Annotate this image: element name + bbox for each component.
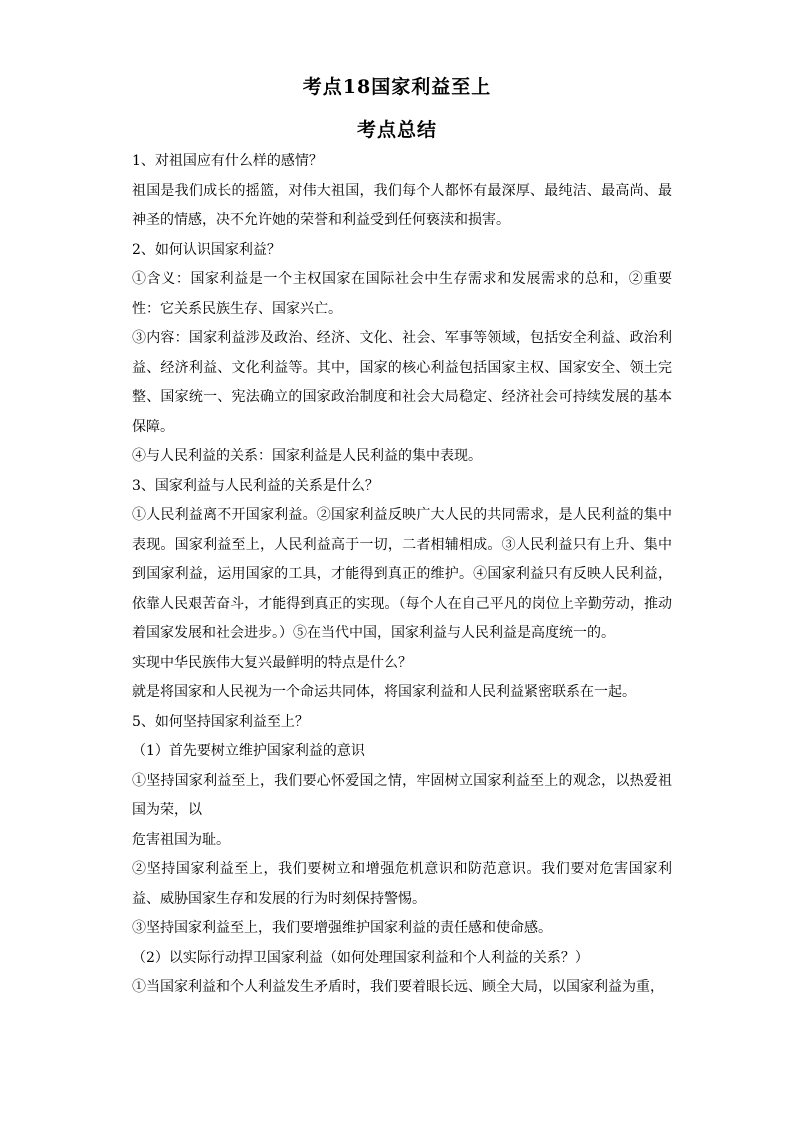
answer-paragraph: ③内容：国家利益涉及政治、经济、文化、社会、军事等领域，包括安全利益、政治利益、经济利益、文化利益等。其中，国家的核心利益包括国家主权、国家安全、领土完整、国家统一、宪法确立的国家政治制度和社会大局稳定、经济社会可持续发展的基本保障。 [132,330,672,435]
answer-paragraph: 祖国是我们成长的摇篮，对伟大祖国，我们每个人都怀有最深厚、最纯洁、最高尚、最神圣的情感，决不允许她的荣誉和利益受到任何亵渎和损害。 [132,182,672,228]
question-2: 2、如何认识国家利益？ [132,241,281,258]
document-subtitle: 考点总结 [356,119,437,141]
answer-paragraph: ①含义：国家利益是一个主权国家在国际社会中生存需求和发展需求的总和，②重要性：它关系民族生存、国家兴亡。 [132,271,672,317]
answer-paragraph: ①当国家利益和个人利益发生矛盾时，我们要着眼长远、顾全大局，以国家利益为重， [132,979,664,995]
document-title: 考点18国家利益至上 [302,76,492,98]
question-5: 5、如何坚持国家利益至上？ [132,713,309,730]
answer-paragraph: ①坚持国家利益至上，我们要心怀爱国之情，牢固树立国家利益至上的观念，以热爱祖国为荣，以 [132,772,672,818]
answer-paragraph: ①人民利益离不开国家利益。②国家利益反映广大人民的共同需求，是人民利益的集中表现。国家利益至上，人民利益高于一切，二者相辅相成。③人民利益只有上升、集中到国家利益，运用国家的工具，才能得到真正的维护。④国家利益只有反映人民利益，依靠人民艰苦奋斗，才能得到真正的实现。（每个人在自己平凡的岗位上辛勤劳动，推动着国家发展和社会进步。）⑤在当代中国，国家利益与人民利益是高度统一的。 [132,507,672,641]
answer-paragraph: 就是将国家和人民视为一个命运共同体，将国家利益和人民利益紧密联系在一起。 [132,684,636,700]
document-body [132,147,672,1003]
question-3: 3、国家利益与人民利益的关系是什么？ [132,477,379,494]
sub-heading: （1）首先要树立维护国家利益的意识 [132,743,365,759]
sub-heading: （2）以实际行动捍卫国家利益（如何处理国家利益和个人利益的关系？） [132,949,589,966]
question-1: 1、对祖国应有什么样的感情？ [132,153,323,169]
answer-paragraph: ④与人民利益的关系：国家利益是人民利益的集中表现。 [132,448,482,464]
answer-paragraph: 危害祖国为耻。 [132,831,230,848]
question-4: 实现中华民族伟大复兴最鲜明的特点是什么？ [132,654,412,671]
answer-paragraph: ③坚持国家利益至上，我们要增强维护国家利益的责任感和使命感。 [132,920,552,936]
answer-paragraph: ②坚持国家利益至上，我们要树立和增强危机意识和防范意识。我们要对危害国家利益、威胁国家生存和发展的行为时刻保持警惕。 [132,861,672,907]
